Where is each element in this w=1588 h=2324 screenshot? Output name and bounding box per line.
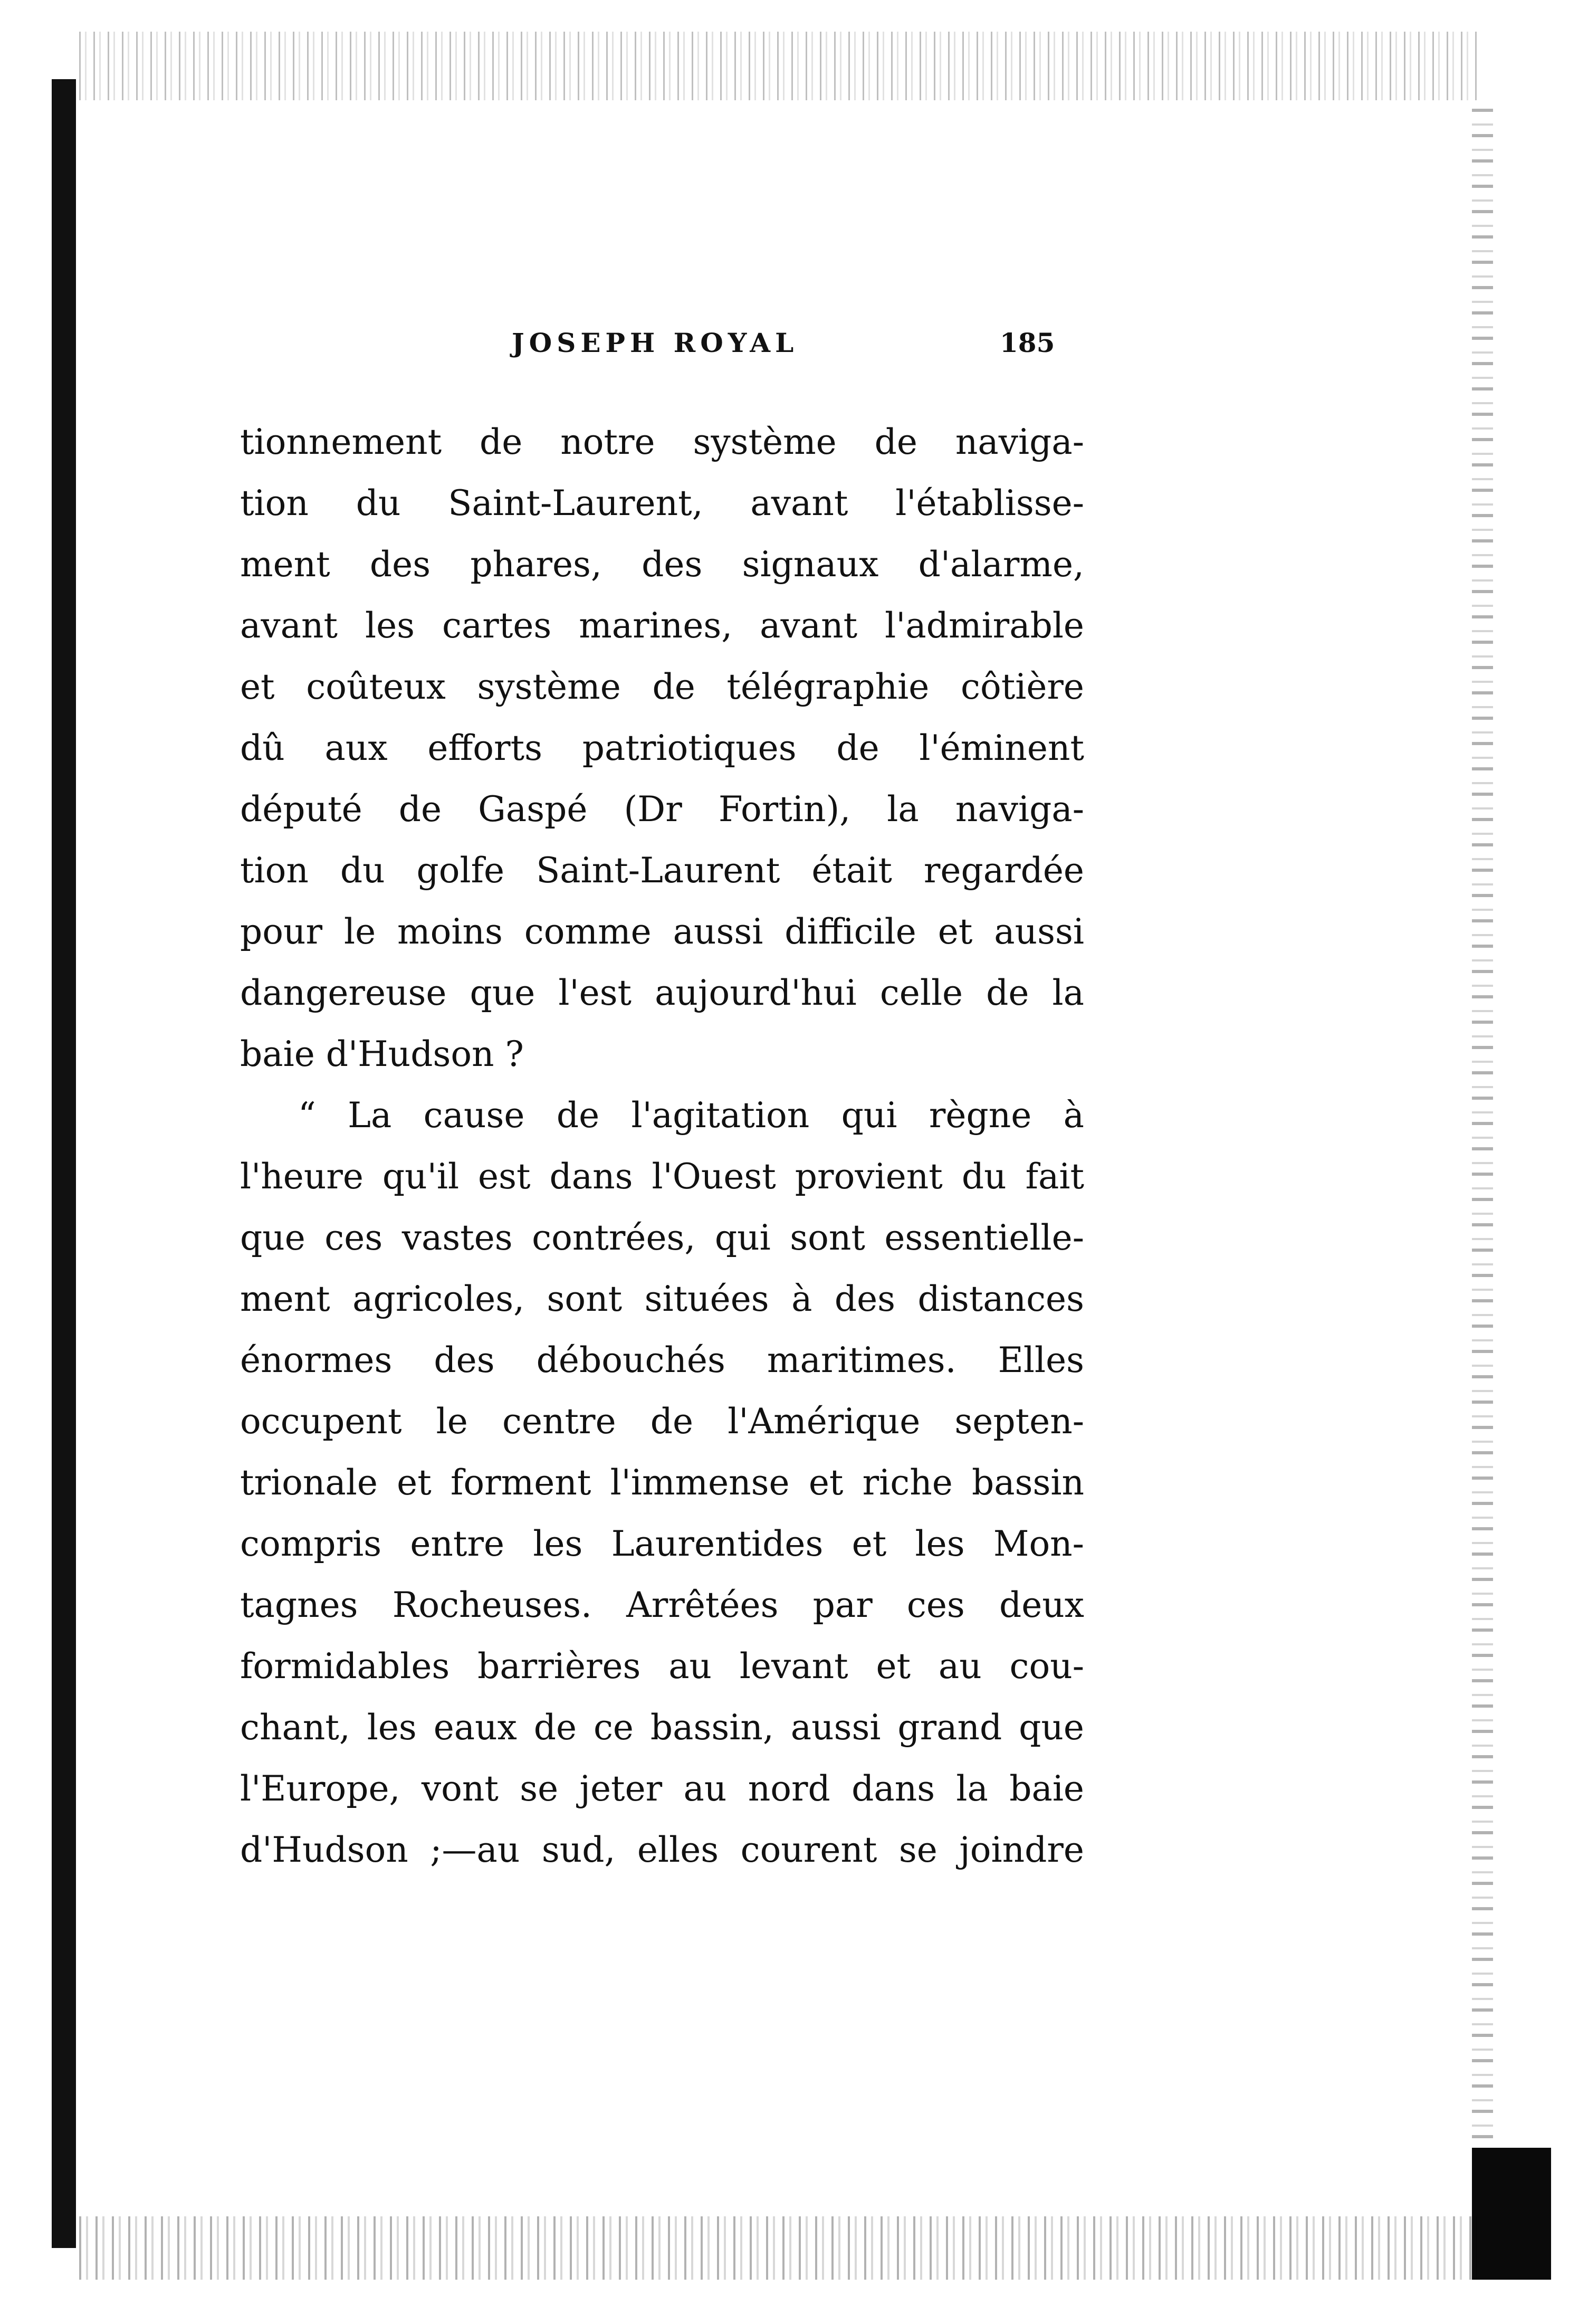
scan-bottom-edge-noise xyxy=(79,2216,1477,2280)
text-line: ment des phares, des signaux d'alarme, xyxy=(240,544,1084,585)
text-line: énormes des débouchés maritimes. Elles xyxy=(240,1340,1084,1380)
text-line: et coûteux système de télégraphie côtière xyxy=(240,666,1084,707)
text-line: dangereuse que l'est aujourd'hui celle de la xyxy=(240,973,1084,1013)
text-line: l'Europe, vont se jeter au nord dans la baie xyxy=(240,1768,1084,1809)
text-line: tagnes Rocheuses. Arrêtées par ces deux xyxy=(240,1585,1084,1625)
scan-right-edge-noise xyxy=(1472,106,1493,2164)
text-line: d'Hudson ;—au sud, elles courent se joindre xyxy=(240,1830,1084,1870)
text-line: tion du Saint-Laurent, avant l'établisse- xyxy=(240,483,1084,523)
text-line: baie d'Hudson ? xyxy=(240,1034,524,1074)
text-line: formidables barrières au levant et au cou- xyxy=(240,1646,1084,1687)
scan-left-edge-bar xyxy=(52,79,76,2248)
text-line: trionale et forment l'immense et riche bassin xyxy=(240,1462,1084,1503)
text-line: l'heure qu'il est dans l'Ouest provient du fait xyxy=(240,1156,1084,1197)
running-header-title: JOSEPH ROYAL xyxy=(512,327,799,358)
text-line: compris entre les Laurentides et les Mon- xyxy=(240,1523,1084,1564)
text-line: pour le moins comme aussi difficile et aussi xyxy=(240,911,1084,952)
page-number: 185 xyxy=(1000,327,1055,358)
text-line: occupent le centre de l'Amérique septen- xyxy=(240,1401,1084,1442)
text-line: tion du golfe Saint-Laurent était regardée xyxy=(240,850,1084,891)
text-line: ment agricoles, sont situées à des distances xyxy=(240,1279,1084,1319)
scan-corner-block xyxy=(1472,2148,1551,2280)
text-line: que ces vastes contrées, qui sont essentielle- xyxy=(240,1217,1084,1258)
text-line: chant, les eaux de ce bassin, aussi grand que xyxy=(240,1707,1084,1748)
text-line: député de Gaspé (Dr Fortin), la naviga- xyxy=(240,789,1084,830)
text-line: avant les cartes marines, avant l'admirable xyxy=(240,605,1084,646)
body-text xyxy=(240,412,1084,1881)
scan-top-edge-noise xyxy=(79,32,1477,100)
text-line: tionnement de notre système de naviga- xyxy=(240,422,1084,462)
text-line: dû aux efforts patriotiques de l'éminent xyxy=(240,728,1084,768)
text-line: “ La cause de l'agitation qui règne à xyxy=(298,1095,1084,1136)
